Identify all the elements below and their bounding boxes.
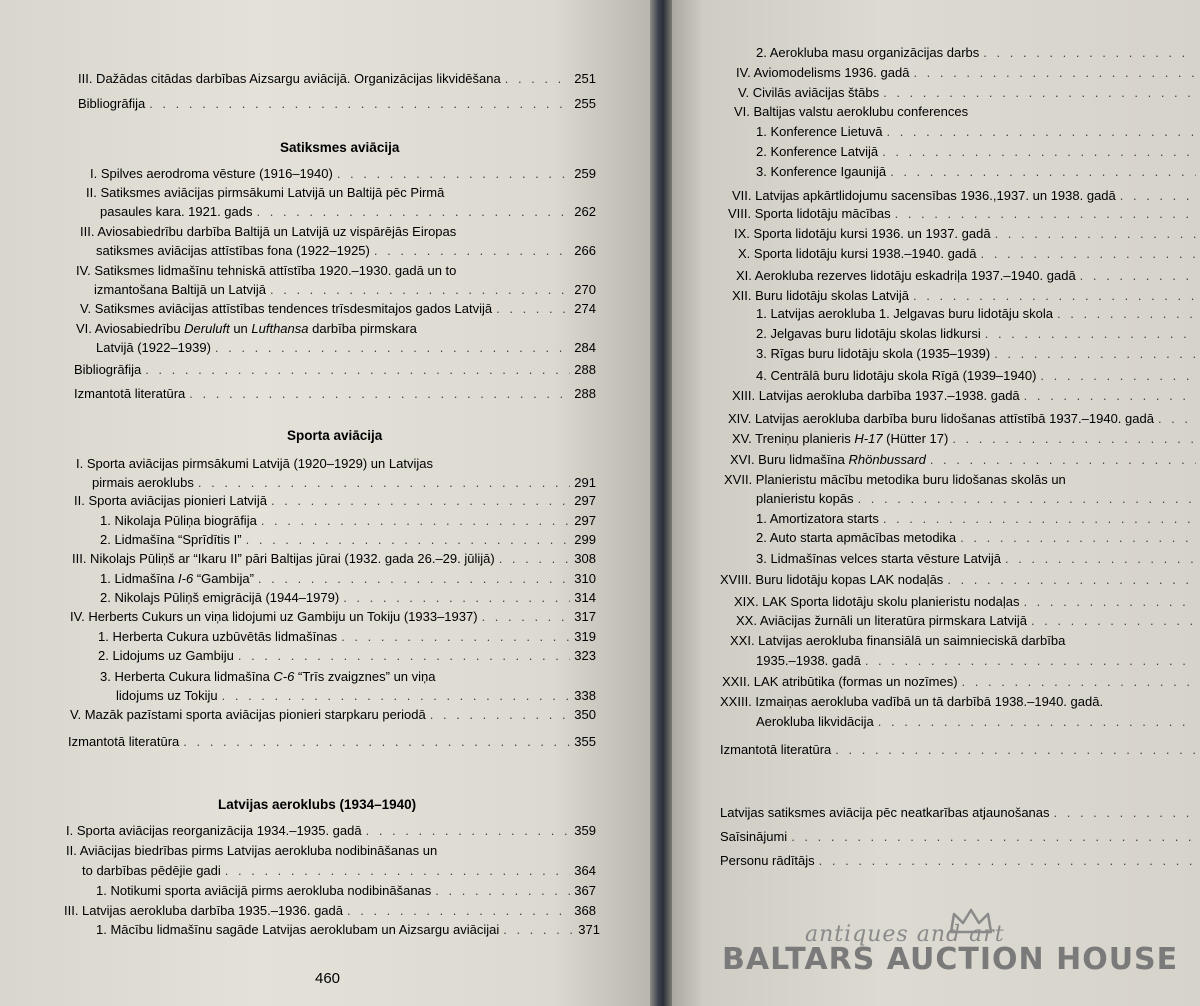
- toc-entry: [100, 532, 596, 548]
- toc-page-number: 270: [574, 282, 596, 297]
- toc-entry: [732, 188, 1200, 204]
- toc-entry: [82, 863, 596, 879]
- toc-entry: [756, 346, 1200, 362]
- toc-entry-title: 3. Konference Igaunijā: [756, 164, 887, 179]
- toc-entry: [728, 411, 1200, 427]
- toc-entry: [96, 340, 596, 356]
- toc-entry-title: I. Sporta aviācijas reorganizācija 1934.–1935. gadā: [66, 823, 362, 838]
- toc-entry-title: X. Sporta lidotāju kursi 1938.–1940. gadā: [738, 246, 977, 261]
- toc-entry-title: 4. Centrālā buru lidotāju skola Rīgā (1939–1940): [756, 368, 1037, 383]
- toc-entry-title: XXII. LAK atribūtika (formas un nozīmes): [722, 674, 958, 689]
- toc-entry-title: 1. Amortizatora starts: [756, 511, 879, 526]
- toc-leader: [341, 629, 570, 645]
- toc-entry-title: XVI. Buru lidmašīna Rhönbussard: [730, 452, 926, 467]
- toc-page-number: 359: [574, 823, 596, 838]
- toc-page-number: 297: [574, 513, 596, 528]
- toc-leader: [374, 243, 570, 259]
- toc-entry: [756, 164, 1200, 180]
- toc-entry-title: 3. Herberta Cukura lidmašīna C-6 “Trīs zvaigznes” un viņa: [100, 669, 436, 684]
- section-heading: Satiksmes aviācija: [280, 140, 400, 155]
- toc-leader: [1120, 188, 1196, 204]
- toc-entry: [100, 571, 596, 587]
- toc-entry: [100, 513, 596, 529]
- toc-entry: [756, 653, 1200, 669]
- toc-leader: [145, 362, 570, 378]
- toc-page-number: 291: [574, 475, 596, 490]
- toc-leader: [983, 45, 1196, 61]
- toc-entry-title: lidojums uz Tokiju: [116, 688, 218, 703]
- toc-entry-title: 2. Aerokluba masu organizācijas darbs: [756, 45, 980, 60]
- toc-entry-title: IX. Sporta lidotāju kursi 1936. un 1937. gadā: [734, 226, 991, 241]
- toc-leader: [835, 742, 1196, 758]
- toc-entry-title: XII. Buru lidotāju skolas Latvijā: [732, 288, 910, 303]
- toc-leader: [890, 164, 1196, 180]
- toc-entry: [100, 590, 596, 606]
- toc-leader: [886, 124, 1196, 140]
- toc-page-number: 371: [578, 922, 600, 937]
- toc-entry-title: XIX. LAK Sporta lidotāju skolu planieristu nodaļas: [734, 594, 1020, 609]
- toc-entry: [70, 707, 596, 723]
- toc-leader: [1057, 306, 1196, 322]
- toc-entry-title: VIII. Sporta lidotāju mācības: [728, 206, 891, 221]
- toc-entry-title: 1. Herberta Cukura uzbūvētās lidmašīnas: [98, 629, 338, 644]
- toc-leader: [183, 734, 570, 750]
- toc-entry-title: 2. Jelgavas buru lidotāju skolas lidkursi: [756, 326, 981, 341]
- toc-leader: [343, 590, 570, 606]
- toc-entry: [92, 475, 596, 491]
- toc-entry-title: XXI. Latvijas aerokluba finansiālā un saimnieciskā darbība: [730, 633, 1066, 648]
- toc-page-number: 314: [574, 590, 596, 605]
- toc-entry-title: XI. Aerokluba rezerves lidotāju eskadriļa 1937.–1940. gadā: [736, 268, 1076, 283]
- toc-entry-title: 1935.–1938. gadā: [756, 653, 861, 668]
- toc-entry: [756, 124, 1200, 140]
- toc-leader: [366, 823, 571, 839]
- toc-entry-title: XXIII. Izmaiņas aerokluba vadībā un tā darbībā 1938.–1940. gadā.: [720, 694, 1104, 709]
- toc-leader: [858, 491, 1196, 507]
- toc-leader: [1054, 805, 1196, 821]
- toc-entry-title: XVII. Planieristu mācību metodika buru lidošanas skolās un: [724, 472, 1066, 487]
- toc-leader: [505, 71, 571, 87]
- toc-entry: [756, 45, 1200, 61]
- toc-entry: [756, 530, 1200, 546]
- toc-leader: [1158, 411, 1196, 427]
- toc-entry: [720, 853, 1200, 869]
- toc-entry-title: Latvijā (1922–1939): [96, 340, 211, 355]
- toc-leader: [271, 493, 570, 509]
- toc-page-number: 350: [574, 707, 596, 722]
- toc-leader: [198, 475, 570, 491]
- toc-page-number: 367: [574, 883, 596, 898]
- toc-entry-title: I. Spilves aerodroma vēsture (1916–1940): [90, 166, 333, 181]
- toc-page-number: 274: [574, 301, 596, 316]
- toc-page-number: 284: [574, 340, 596, 355]
- toc-entry: [72, 551, 596, 567]
- toc-entry: [720, 829, 1200, 845]
- toc-entry: [74, 386, 596, 402]
- toc-leader: [985, 326, 1196, 342]
- page-number: 460: [315, 970, 341, 987]
- toc-entry: [74, 493, 596, 509]
- toc-entry-title: V. Mazāk pazīstami sporta aviācijas pionieri starpkaru periodā: [70, 707, 426, 722]
- toc-entry: [720, 572, 1200, 588]
- toc-entry: [116, 688, 596, 704]
- toc-leader: [496, 301, 570, 317]
- toc-entry-title: III. Nikolajs Pūliņš ar “Ikaru II” pāri Baltijas jūrai (1932. gada 26.–29. jūlijā): [72, 551, 495, 566]
- toc-page-number: 364: [574, 863, 596, 878]
- toc-entry: [90, 166, 596, 182]
- toc-leader: [1080, 268, 1196, 284]
- toc-entry-title: XIV. Latvijas aerokluba darbība buru lidošanas attīstībā 1937.–1940. gadā: [728, 411, 1154, 426]
- toc-entry: [64, 903, 596, 919]
- toc-entry: [80, 301, 596, 317]
- toc-entry-title: XIII. Latvijas aerokluba darbība 1937.–1938. gadā: [732, 388, 1020, 403]
- toc-page-number: 317: [574, 609, 596, 624]
- toc-leader: [1005, 551, 1196, 567]
- toc-entry: [74, 362, 596, 378]
- toc-leader: [189, 386, 570, 402]
- toc-page-number: 288: [574, 362, 596, 377]
- toc-entry: [756, 551, 1200, 567]
- toc-entry: [756, 511, 1200, 527]
- toc-entry: [66, 823, 596, 839]
- toc-page-number: 266: [574, 243, 596, 258]
- toc-entry: [756, 326, 1200, 342]
- toc-page-number: 355: [574, 734, 596, 749]
- book-gutter: [650, 0, 672, 1006]
- toc-leader: [994, 346, 1196, 362]
- toc-entry-title: II. Sporta aviācijas pionieri Latvijā: [74, 493, 267, 508]
- toc-leader: [1031, 613, 1196, 629]
- toc-entry-title: planieristu kopās: [756, 491, 854, 506]
- toc-page-number: 368: [574, 903, 596, 918]
- toc-leader: [882, 144, 1196, 160]
- toc-entry-title: XX. Aviācijas žurnāli un literatūra pirmskara Latvijā: [736, 613, 1027, 628]
- toc-entry: [738, 246, 1200, 262]
- toc-leader: [913, 288, 1196, 304]
- toc-leader: [238, 648, 570, 664]
- toc-leader: [1023, 594, 1196, 610]
- toc-leader: [930, 452, 1196, 468]
- toc-leader: [270, 282, 570, 298]
- toc-leader: [499, 551, 571, 567]
- watermark-logo-text: BALTARS AUCTION HOUSE: [722, 942, 1179, 977]
- toc-leader: [960, 530, 1196, 546]
- toc-entry-title: 1. Notikumi sporta aviācijā pirms aerokluba nodibināšanas: [96, 883, 432, 898]
- toc-entry-title: II. Aviācijas biedrības pirms Latvijas aerokluba nodibināšanas un: [66, 843, 438, 858]
- toc-entry-title: III. Aviosabiedrību darbība Baltijā un Latvijā uz vispārējās Eiropas: [80, 224, 457, 239]
- section-heading: Sporta aviācija: [287, 428, 383, 443]
- toc-leader: [1024, 388, 1196, 404]
- toc-entry-title: 2. Auto starta apmācības metodika: [756, 530, 957, 545]
- toc-entry: [96, 243, 596, 259]
- toc-entry-title: to darbības pēdējie gadi: [82, 863, 221, 878]
- toc-entry-title: VII. Latvijas apkārtlidojumu sacensības 1936.,1937. un 1938. gadā: [732, 188, 1116, 203]
- toc-entry: [756, 368, 1200, 384]
- toc-leader: [222, 688, 571, 704]
- toc-leader: [430, 707, 571, 723]
- toc-page-number: 297: [574, 493, 596, 508]
- toc-entry: [96, 883, 596, 899]
- toc-page-number: 299: [574, 532, 596, 547]
- toc-leader: [791, 829, 1196, 845]
- toc-entry-title: 1. Mācību lidmašīnu sagāde Latvijas aeroklubam un Aizsargu aviācijai: [96, 922, 500, 937]
- toc-entry-title: 2. Lidojums uz Gambiju: [98, 648, 234, 663]
- toc-entry-title: I. Sporta aviācijas pirmsākumi Latvijā (1920–1929) un Latvijas: [76, 456, 433, 471]
- toc-entry: [756, 714, 1200, 730]
- section-heading: Latvijas aeroklubs (1934–1940): [218, 797, 417, 812]
- toc-page-number: 255: [574, 96, 596, 111]
- toc-leader: [883, 85, 1196, 101]
- toc-leader: [878, 714, 1196, 730]
- toc-entry-title: VI. Aviosabiedrību Deruluft un Lufthansa darbība pirmskara: [76, 321, 417, 336]
- watermark-tagline: antiques and art: [805, 922, 1005, 947]
- toc-entry: [68, 734, 596, 750]
- toc-entry-title: 2. Nikolajs Pūliņš emigrācijā (1944–1979): [100, 590, 340, 605]
- toc-leader: [895, 206, 1196, 222]
- toc-entry-title: izmantošana Baltijā un Latvijā: [94, 282, 266, 297]
- toc-entry: [78, 71, 596, 87]
- toc-leader: [347, 903, 570, 919]
- toc-entry-title: III. Dažādas citādas darbības Aizsargu aviācijā. Organizācijas likvidēšana: [78, 71, 501, 86]
- toc-entry: [78, 96, 596, 112]
- toc-entry-title: Personu rādītājs: [720, 853, 815, 868]
- toc-entry: [736, 613, 1200, 629]
- toc-entry-title: Bibliogrāfija: [78, 96, 146, 111]
- toc-entry: [738, 85, 1200, 101]
- toc-leader: [962, 674, 1196, 690]
- toc-leader: [337, 166, 570, 182]
- toc-entry: [734, 226, 1200, 242]
- toc-entry-title: 2. Konference Latvijā: [756, 144, 879, 159]
- toc-entry-title: V. Satiksmes aviācijas attīstības tendences trīsdesmitajos gados Latvijā: [80, 301, 493, 316]
- toc-leader: [1040, 368, 1196, 384]
- toc-entry: [756, 144, 1200, 160]
- toc-entry-title: XV. Treniņu planieris H-17 (Hütter 17): [732, 431, 949, 446]
- toc-entry-title: VI. Baltijas valstu aeroklubu conferences: [734, 104, 969, 119]
- toc-leader: [995, 226, 1196, 242]
- toc-entry: [736, 268, 1200, 284]
- toc-leader: [503, 922, 574, 938]
- toc-leader: [883, 511, 1196, 527]
- toc-leader: [865, 653, 1196, 669]
- toc-entry: [734, 594, 1200, 610]
- toc-entry-title: satiksmes aviācijas attīstības fona (1922–1925): [96, 243, 370, 258]
- toc-entry-title: 1. Latvijas aerokluba 1. Jelgavas buru lidotāju skola: [756, 306, 1054, 321]
- toc-entry: [756, 491, 1200, 507]
- toc-leader: [952, 431, 1196, 447]
- toc-entry: [100, 204, 596, 220]
- toc-entry: [722, 674, 1200, 690]
- toc-entry: [730, 452, 1200, 468]
- toc-entry: [98, 648, 596, 664]
- toc-entry-title: pasaules kara. 1921. gads: [100, 204, 253, 219]
- toc-page-number: 323: [574, 648, 596, 663]
- toc-entry-title: Izmantotā literatūra: [68, 734, 180, 749]
- toc-entry-title: 3. Lidmašīnas velces starta vēsture Latvijā: [756, 551, 1001, 566]
- toc-entry-title: III. Latvijas aerokluba darbība 1935.–1936. gadā: [64, 903, 343, 918]
- toc-leader: [257, 204, 571, 220]
- toc-entry: [720, 805, 1200, 821]
- toc-leader: [981, 246, 1196, 262]
- toc-leader: [261, 513, 570, 529]
- toc-entry-title: 1. Konference Lietuvā: [756, 124, 883, 139]
- toc-entry-title: 1. Nikolaja Pūliņa biogrāfija: [100, 513, 257, 528]
- toc-entry-title: Aerokluba likvidācija: [756, 714, 874, 729]
- toc-entry-title: Izmantotā literatūra: [74, 386, 186, 401]
- toc-leader: [225, 863, 571, 879]
- toc-leader: [258, 571, 570, 587]
- toc-entry-title: IV. Herberts Cukurs un viņa lidojumi uz Gambiju un Tokiju (1933–1937): [70, 609, 478, 624]
- toc-page-number: 310: [574, 571, 596, 586]
- toc-leader: [947, 572, 1196, 588]
- toc-leader: [819, 853, 1196, 869]
- toc-page-number: 262: [574, 204, 596, 219]
- toc-entry-title: 2. Lidmašīna “Sprīdītis I”: [100, 532, 242, 547]
- toc-entry-title: XVIII. Buru lidotāju kopas LAK nodaļās: [720, 572, 944, 587]
- toc-entry: [736, 65, 1200, 81]
- toc-leader: [149, 96, 570, 112]
- toc-entry-title: 3. Rīgas buru lidotāju skola (1935–1939): [756, 346, 991, 361]
- toc-entry-title: 1. Lidmašīna I-6 “Gambija”: [100, 571, 254, 586]
- toc-entry-title: pirmais aeroklubs: [92, 475, 194, 490]
- toc-entry-title: IV. Satiksmes lidmašīnu tehniskā attīstība 1920.–1930. gadā un to: [76, 263, 457, 278]
- toc-entry: [756, 306, 1200, 322]
- toc-entry: [728, 206, 1200, 222]
- toc-entry-title: Bibliogrāfija: [74, 362, 142, 377]
- toc-entry: [94, 282, 596, 298]
- toc-entry-title: IV. Aviomodelisms 1936. gadā: [736, 65, 910, 80]
- toc-leader: [435, 883, 570, 899]
- toc-page-number: 338: [574, 688, 596, 703]
- toc-entry: [720, 742, 1200, 758]
- toc-page-number: 251: [574, 71, 596, 86]
- toc-leader: [215, 340, 570, 356]
- toc-entry: [732, 288, 1200, 304]
- toc-leader: [246, 532, 571, 548]
- toc-entry-title: II. Satiksmes aviācijas pirmsākumi Latvijā un Baltijā pēc Pirmā: [86, 185, 445, 200]
- toc-leader: [482, 609, 571, 625]
- toc-page-number: 288: [574, 386, 596, 401]
- toc-entry-title: Saīsinājumi: [720, 829, 788, 844]
- toc-entry-title: Latvijas satiksmes aviācija pēc neatkarības atjaunošanas: [720, 805, 1050, 820]
- toc-entry: [96, 922, 600, 938]
- toc-leader: [913, 65, 1196, 81]
- toc-entry: [732, 431, 1200, 447]
- toc-entry: [732, 388, 1200, 404]
- toc-page-number: 308: [574, 551, 596, 566]
- toc-entry-title: V. Civilās aviācijas štābs: [738, 85, 880, 100]
- toc-page-number: 319: [574, 629, 596, 644]
- toc-entry: [70, 609, 596, 625]
- toc-entry-title: Izmantotā literatūra: [720, 742, 832, 757]
- toc-entry: [98, 629, 596, 645]
- toc-page-number: 259: [574, 166, 596, 181]
